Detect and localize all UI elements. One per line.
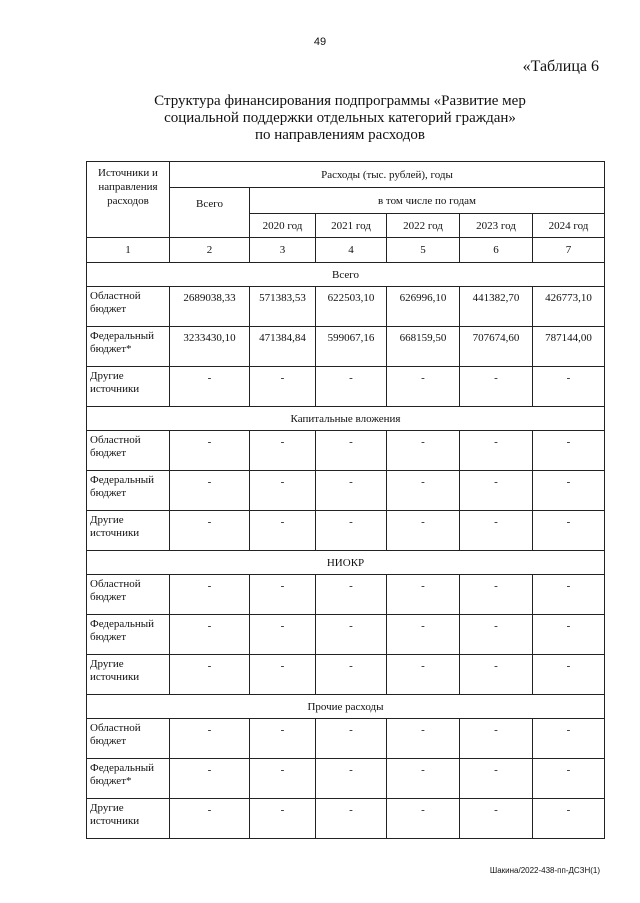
value-cell: - [387,655,460,695]
header-year: 2022 год [387,214,460,238]
value-cell: - [250,799,316,839]
value-cell: - [170,471,250,511]
header-including: в том числе по годам [250,188,605,214]
value-cell: 599067,16 [316,327,387,367]
value-cell: - [250,719,316,759]
column-number: 3 [250,238,316,263]
value-cell: - [533,511,605,551]
footer-reference: Шакина/2022-438-пп-ДСЗН(1) [489,866,600,875]
column-number: 1 [87,238,170,263]
row-label-line: бюджет [90,591,126,603]
row-label [87,367,170,407]
row-label [87,759,170,799]
column-number: 2 [170,238,250,263]
value-cell: - [170,511,250,551]
value-cell: 426773,10 [533,287,605,327]
value-cell: - [460,511,533,551]
value-cell: - [387,575,460,615]
row-label [87,655,170,695]
value-cell: - [250,759,316,799]
row-label [87,287,170,327]
header-sources-line: направления [98,181,158,193]
header-year: 2020 год [250,214,316,238]
section-title: Всего [87,263,605,287]
row-label-line: Областной [90,578,141,590]
header-expenses: Расходы (тыс. рублей), годы [170,162,605,188]
value-cell: - [250,511,316,551]
table-row [87,511,605,551]
section-row [87,551,605,575]
row-label-line: бюджет* [90,775,132,787]
row-label [87,615,170,655]
value-cell: - [460,719,533,759]
value-cell: - [316,575,387,615]
table-row [87,431,605,471]
value-cell: - [387,719,460,759]
table-row [87,575,605,615]
value-cell: - [533,759,605,799]
value-cell: 3233430,10 [170,327,250,367]
value-cell: - [387,471,460,511]
table-row [87,799,605,839]
row-label [87,575,170,615]
table-row [87,615,605,655]
value-cell: - [250,615,316,655]
row-label [87,327,170,367]
title-line: социальной поддержки отдельных категорий граждан» [164,110,516,126]
header-sources-line: расходов [107,195,149,207]
value-cell: - [316,799,387,839]
table-row [87,759,605,799]
table-row [87,287,605,327]
row-label [87,471,170,511]
value-cell: - [250,471,316,511]
row-label-line: Областной [90,434,141,446]
table-row [87,719,605,759]
value-cell: - [533,575,605,615]
value-cell: - [533,367,605,407]
value-cell: - [460,471,533,511]
value-cell: - [170,431,250,471]
section-row [87,407,605,431]
value-cell: - [316,655,387,695]
row-label-line: Федеральный [90,474,155,486]
value-cell: - [460,367,533,407]
value-cell: - [316,759,387,799]
row-label-line: Другие [90,658,124,670]
row-label-line: Областной [90,722,141,734]
value-cell: 2689038,33 [170,287,250,327]
value-cell: 787144,00 [533,327,605,367]
value-cell: - [460,655,533,695]
value-cell: 571383,53 [250,287,316,327]
row-label-line: источники [90,383,140,395]
row-label-line: Областной [90,290,141,302]
section-row [87,695,605,719]
value-cell: 707674,60 [460,327,533,367]
value-cell: 626996,10 [387,287,460,327]
column-number: 6 [460,238,533,263]
value-cell: - [316,431,387,471]
value-cell: 668159,50 [387,327,460,367]
value-cell: - [250,431,316,471]
value-cell: - [316,719,387,759]
row-label-line: бюджет [90,631,126,643]
value-cell: - [533,615,605,655]
table-row [87,327,605,367]
value-cell: 471384,84 [250,327,316,367]
header-year: 2024 год [533,214,605,238]
value-cell: - [533,471,605,511]
column-number: 7 [533,238,605,263]
value-cell: - [387,431,460,471]
row-label-line: источники [90,815,140,827]
value-cell: - [460,799,533,839]
row-label [87,511,170,551]
value-cell: - [250,367,316,407]
value-cell: - [460,759,533,799]
value-cell: - [460,431,533,471]
value-cell: - [460,615,533,655]
value-cell: 441382,70 [460,287,533,327]
row-label-line: источники [90,671,140,683]
value-cell: - [250,575,316,615]
value-cell: - [316,511,387,551]
header-sources-line: Источники и [98,167,158,179]
section-title: Прочие расходы [87,695,605,719]
value-cell: - [533,799,605,839]
header-total: Всего [170,188,250,238]
row-label-line: Федеральный [90,618,155,630]
row-label-line: Другие [90,802,124,814]
value-cell: - [533,719,605,759]
value-cell: - [316,615,387,655]
document-title [110,93,570,144]
value-cell: - [170,367,250,407]
section-title: Капитальные вложения [87,407,605,431]
row-label-line: бюджет* [90,343,132,355]
value-cell: - [316,367,387,407]
row-label-line: Федеральный [90,330,155,342]
value-cell: - [387,759,460,799]
row-label-line: бюджет [90,447,126,459]
value-cell: - [316,471,387,511]
page-number: 49 [313,36,327,48]
value-cell: - [533,431,605,471]
value-cell: - [170,799,250,839]
financing-table [86,161,605,839]
row-label [87,799,170,839]
value-cell: - [170,575,250,615]
row-label-line: Федеральный [90,762,155,774]
table-row [87,471,605,511]
value-cell: - [387,615,460,655]
value-cell: - [387,799,460,839]
value-cell: - [533,655,605,695]
value-cell: - [170,655,250,695]
table-label: «Таблица 6 [522,58,599,75]
column-number: 5 [387,238,460,263]
row-label-line: источники [90,527,140,539]
value-cell: - [387,367,460,407]
section-title: НИОКР [87,551,605,575]
header-sources [87,162,170,238]
value-cell: - [170,719,250,759]
row-label-line: Другие [90,514,124,526]
header-year: 2021 год [316,214,387,238]
value-cell: - [170,615,250,655]
row-label [87,719,170,759]
title-line: Структура финансирования подпрограммы «Развитие мер [154,93,526,109]
value-cell: - [387,511,460,551]
value-cell: - [170,759,250,799]
row-label-line: бюджет [90,735,126,747]
row-label [87,431,170,471]
row-label-line: бюджет [90,303,126,315]
value-cell: - [250,655,316,695]
table-row [87,367,605,407]
value-cell: - [460,575,533,615]
value-cell: 622503,10 [316,287,387,327]
row-label-line: бюджет [90,487,126,499]
section-row [87,263,605,287]
title-line: по направлениям расходов [254,127,425,143]
header-year: 2023 год [460,214,533,238]
row-label-line: Другие [90,370,124,382]
column-number: 4 [316,238,387,263]
table-row [87,655,605,695]
